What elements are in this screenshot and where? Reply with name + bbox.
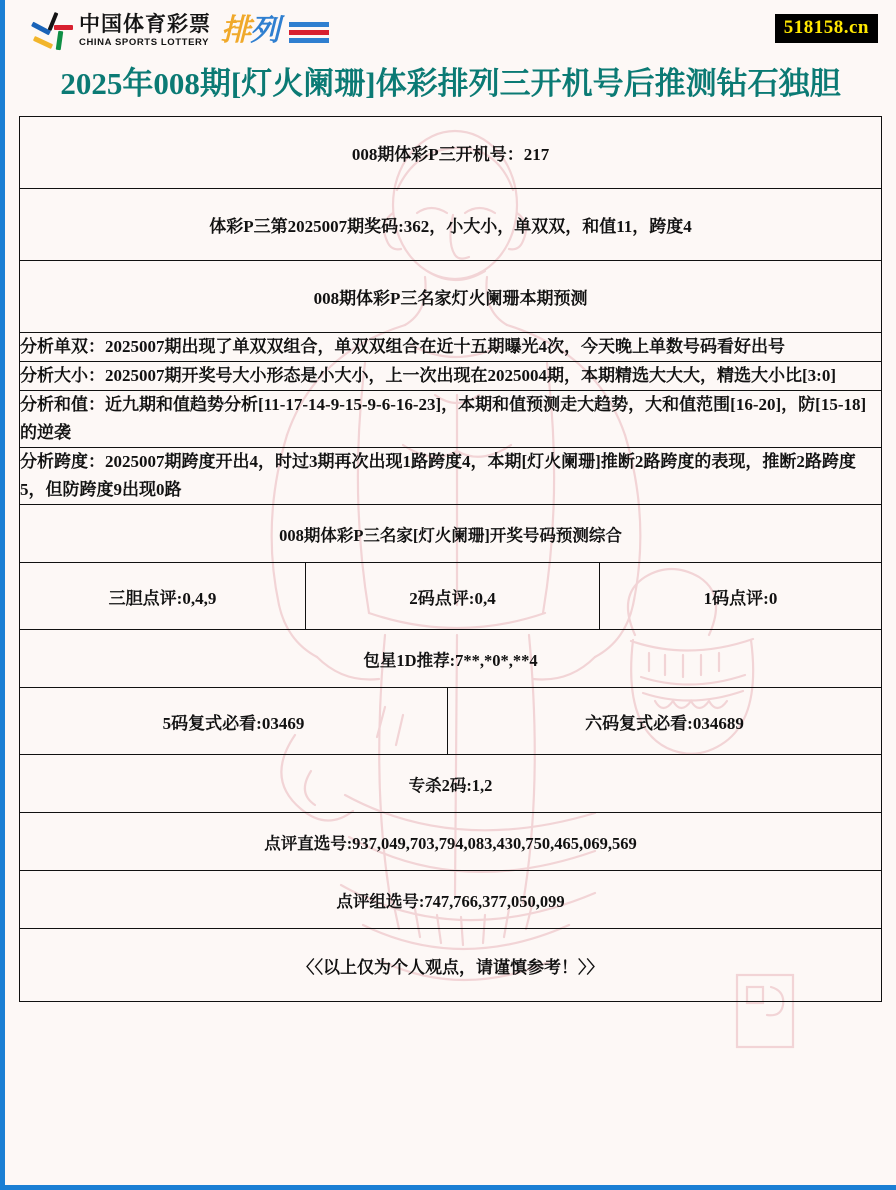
site-header [5, 0, 896, 62]
group-selection-numbers: 点评组选号:747,766,377,050,099 [20, 871, 882, 929]
table-row-summary-header [20, 505, 882, 563]
page-content [5, 0, 896, 1002]
site-url-badge[interactable]: 518158.cn [775, 14, 878, 43]
brand-logo[interactable] [27, 6, 896, 56]
game-name-logo [221, 16, 279, 46]
analysis-sum-value: 分析和值：近九期和值趋势分析[11-17-14-9-15-9-6-16-23]，本期和值预测走大趋势，大和值范围[16-20]，防[15-18]的逆袭 [20, 391, 882, 448]
analysis-big-small: 分析大小：2025007期开奖号大小形态是小大小，上一次出现在2025004期，本期精选大大大，精选大小比[3:0] [20, 362, 882, 391]
expert-section-header: 008期体彩P三名家灯火阑珊本期预测 [20, 261, 882, 333]
table-row-direct-numbers [20, 813, 882, 871]
two-code-review: 2码点评:0,4 [306, 563, 600, 630]
baoxing-1d-recommendation: 包星1D推荐:7**,*0*,**4 [20, 630, 882, 688]
sports-lottery-logo-icon [27, 9, 73, 53]
table-row-analysis-span [20, 448, 882, 505]
one-code-review: 1码点评:0 [600, 563, 882, 630]
table-row-analysis-odd-even [20, 333, 882, 362]
last-draw-result: 体彩P三第2025007期奖码:362，小大小，单双双，和值11，跨度4 [20, 189, 882, 261]
disclaimer-text: 〈〈以上仅为个人观点，请谨慎参考！〉〉 [20, 929, 882, 1002]
five-code-compound: 5码复式必看:03469 [20, 688, 448, 755]
direct-selection-numbers: 点评直选号:937,049,703,794,083,430,750,465,069,569 [20, 813, 882, 871]
brand-name-en: CHINA SPORTS LOTTERY [79, 37, 210, 49]
three-dan-review: 三胆点评:0,4,9 [20, 563, 306, 630]
summary-section-header: 008期体彩P三名家[灯火阑珊]开奖号码预测综合 [20, 505, 882, 563]
prediction-table [19, 116, 882, 1002]
page-title: 2025年008期[灯火阑珊]体彩排列三开机号后推测钻石独胆 [60, 66, 841, 101]
table-row-analysis-big-small [20, 362, 882, 391]
kill-two-codes: 专杀2码:1,2 [20, 755, 882, 813]
game-name-char-2: 列 [250, 14, 279, 47]
table-row-open-machine [20, 117, 882, 189]
table-row-group-numbers [20, 871, 882, 929]
brand-name [79, 14, 211, 48]
table-row-last-result [20, 189, 882, 261]
table-row-disclaimer [20, 929, 882, 1002]
analysis-span-value: 分析跨度：2025007期跨度开出4，时过3期再次出现1路跨度4，本期[灯火阑珊]推断2路跨度的表现，推断2路跨度5，但防跨度9出现0路 [20, 448, 882, 505]
brand-name-cn: 中国体育彩票 [79, 13, 211, 37]
table-row-compound-codes [20, 688, 882, 755]
open-machine-number: 008期体彩P三开机号：217 [20, 117, 882, 189]
game-name-char-1: 排 [221, 14, 250, 47]
table-row-expert-header [20, 261, 882, 333]
table-row-code-reviews [20, 563, 882, 630]
table-row-analysis-sum [20, 391, 882, 448]
six-code-compound: 六码复式必看:034689 [448, 688, 882, 755]
game-name-bars-icon [289, 22, 329, 43]
table-row-kill-two [20, 755, 882, 813]
table-row-baoxing [20, 630, 882, 688]
analysis-odd-even: 分析单双：2025007期出现了单双双组合，单双双组合在近十五期曝光4次，今天晚上单数号码看好出号 [20, 333, 882, 362]
